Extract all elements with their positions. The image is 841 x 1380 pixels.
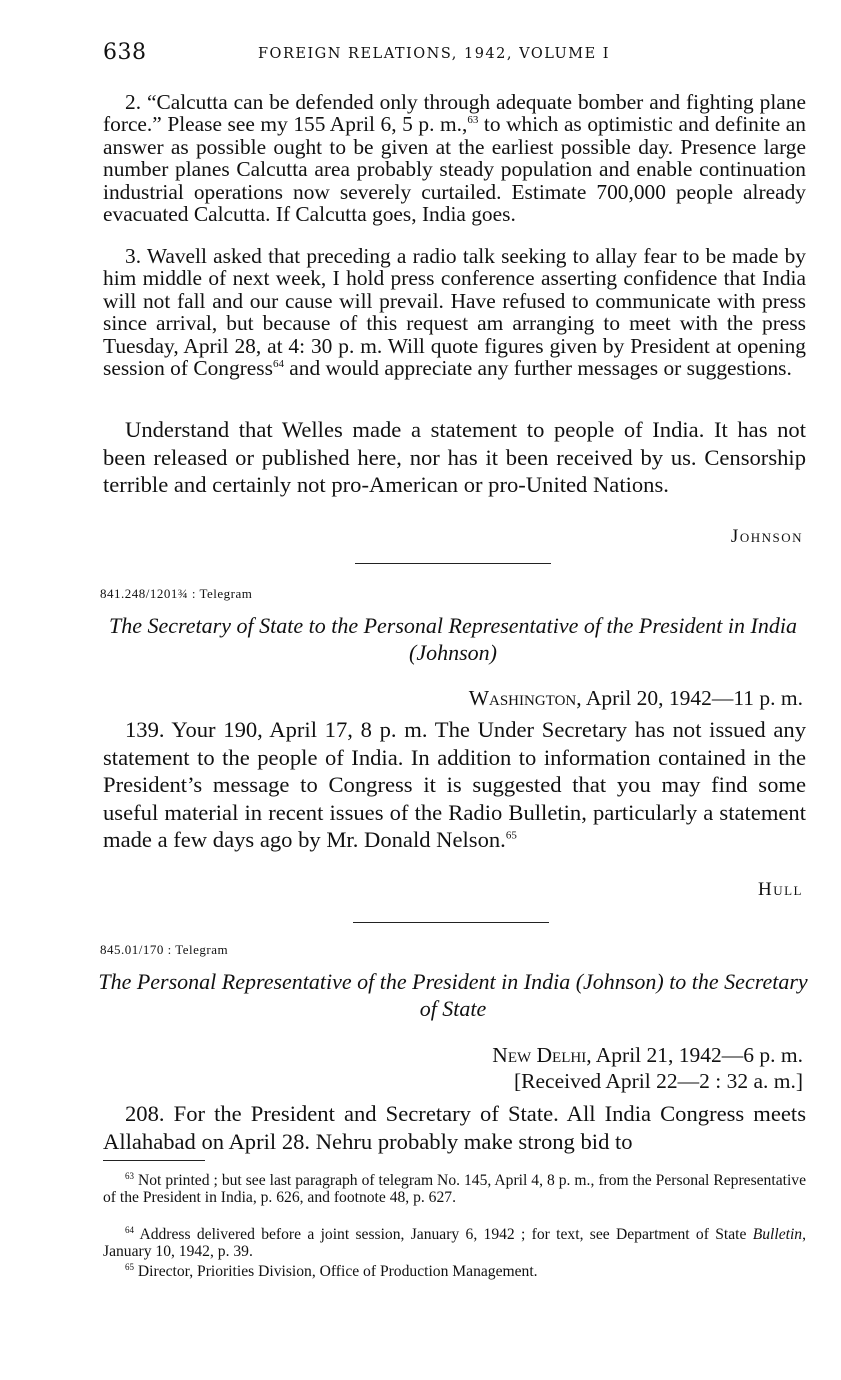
page-number: 638	[103, 40, 147, 65]
document-title: The Personal Representative of the President in India (Johnson) to the Secretary of State	[98, 969, 808, 1021]
telegram-body: 139. Your 190, April 17, 8 p. m. The Under Secretary has not issued any statement to the people of India. In addition to information contained in the President’s message to Congress it is suggested that you may find some useful material in recent issues of the Radio Bulletin, particularly a statement made a few days ago by Mr. Donald Nelson.$^{65}$	[103, 717, 806, 852]
file-reference: 841.248/1201¾ : Telegram	[100, 586, 253, 601]
footnote-65: $^{65}$ Director, Priorities Division, Office of Production Management.	[125, 1261, 538, 1280]
file-reference: 845.01/170 : Telegram	[100, 942, 229, 957]
signature-johnson: Johnson	[730, 526, 803, 547]
paragraph-3: 3. Wavell asked that preceding a radio talk seeking to allay fear to be made by him middle of next week, I hold press conference asserting confidence that India will not fall and our cause will prevail. Have refused to communicate with press since arrival, but because of this request am arranging to meet with the press Tuesday, April 28, at 4: 30 p. m. Will quote figures given by President at opening session of Congress$^{64}$ and would appreciate any further messages or suggestions.	[103, 244, 806, 381]
dateline: Washington, April 20, 1942—11 p. m.	[468, 686, 803, 710]
paragraph-4: Understand that Welles made a statement to people of India. It has not been released or published here, nor has it been received by us. Censorship terrible and certainly not pro-American or pro-United Nations.	[103, 417, 806, 497]
telegram-body: 208. For the President and Secretary of State. All India Congress meets Allahabad on April 28. Nehru probably make strong bid to	[103, 1101, 806, 1154]
footnote-ref-65: 65	[505, 829, 517, 842]
document-title: The Secretary of State to the Personal Representative of the President in India (Johnson)	[109, 613, 797, 665]
dateline: New Delhi, April 21, 1942—6 p. m.	[492, 1043, 803, 1067]
received-line: [Received April 22—2 : 32 a. m.]	[514, 1069, 803, 1093]
footnote-rule	[103, 1160, 205, 1161]
footnote-64: $^{64}$ Address delivered before a joint session, January 6, 1942 ; for text, see Department of State Bulletin, January 10, 1942, p. 39.	[103, 1224, 806, 1260]
footnote-ref-64: 64	[272, 357, 284, 370]
section-divider	[353, 922, 549, 923]
signature-hull: Hull	[758, 879, 803, 900]
running-title: FOREIGN RELATIONS, 1942, VOLUME I	[258, 46, 611, 62]
section-divider	[355, 563, 551, 564]
footnote-63: $^{63}$ Not printed ; but see last paragraph of telegram No. 145, April 4, 8 p. m., from the Personal Representative of the President in India, p. 626, and footnote 48, p. 627.	[103, 1170, 806, 1206]
paragraph-2: 2. “Calcutta can be defended only through adequate bomber and fighting plane force.” Please see my 155 April 6, 5 p. m.,$^{63}$ to which as optimistic and definite an answer as possible ought to be given at the earliest possible day. Presence large number planes Calcutta area probably steady population and enable continuation industrial operations now severely curtailed. Estimate 700,000 people already evacuated Calcutta. If Calcutta goes, India goes.	[103, 90, 806, 227]
footnote-ref-63: 63	[467, 114, 479, 127]
